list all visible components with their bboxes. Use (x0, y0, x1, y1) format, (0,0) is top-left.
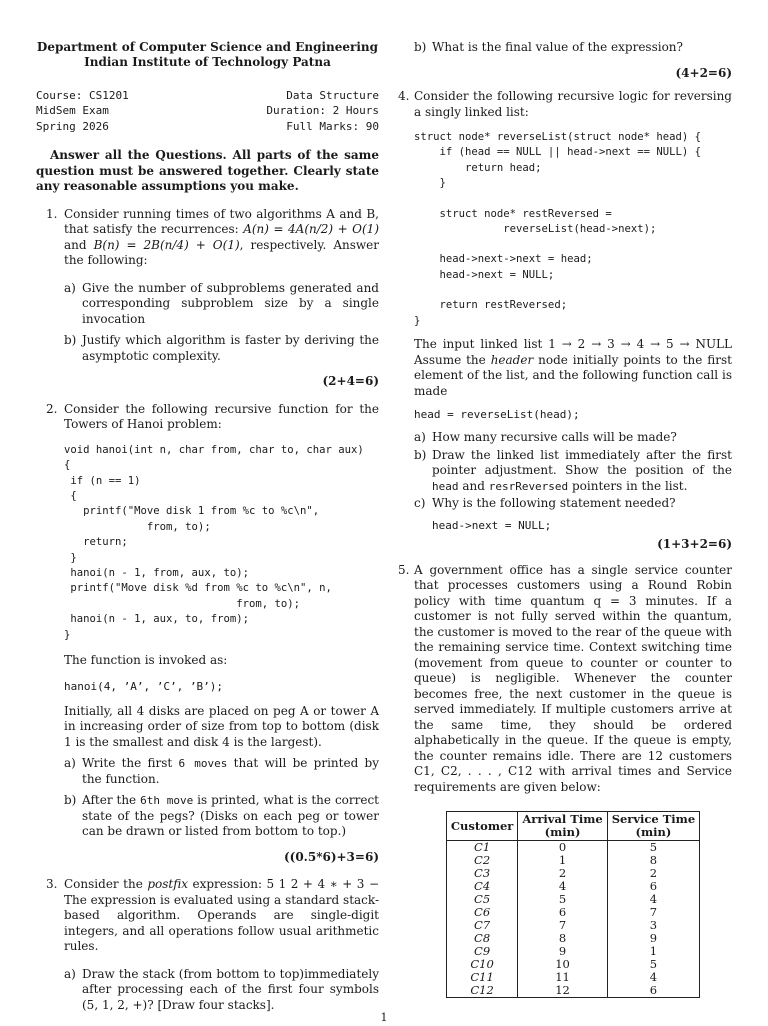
customer-cell: C12 (446, 984, 518, 998)
arrival-cell: 0 (518, 841, 607, 855)
subquestion (64, 281, 379, 328)
statement-code: head->next = NULL; (432, 518, 552, 532)
duration: Duration: 2 Hours (266, 104, 379, 118)
recurrence-b: B(n) = 2B(n/4) + O(1) (93, 237, 240, 252)
service-cell: 4 (607, 893, 699, 906)
service-cell: 6 (607, 880, 699, 893)
question-text: Consider the (64, 877, 148, 892)
service-cell: 8 (607, 854, 699, 867)
service-cell: 7 (607, 906, 699, 919)
customer-cell: C10 (446, 958, 518, 971)
service-cell: 9 (607, 932, 699, 945)
subquestion-text: Draw the linked list immediately after the first pointer adjustment. Show the position of the (432, 447, 732, 478)
semester: Spring 2026 (36, 119, 109, 133)
question-text: expression: 5 1 2 + 4 ∗ + 3 − The expression is evaluated using a standard stack-based algorithm. Operands are single-digit integers, and all operations follow usual arithmetic rules. (64, 877, 379, 954)
question-text: Consider the following recursive logic for reversing a singly linked list: (414, 89, 732, 119)
subquestion (64, 967, 379, 1014)
subquestion-text: pointers in the list. (568, 478, 688, 493)
subquestion-label: b) (64, 333, 77, 348)
service-cell: 5 (607, 841, 699, 855)
subquestion (414, 430, 732, 446)
subquestion (414, 448, 732, 495)
page-number: 1 (380, 1011, 388, 1024)
subquestion-text: Write the first (82, 756, 179, 771)
arrival-cell: 10 (518, 958, 607, 971)
invocation-label: The function is invoked as: (64, 653, 228, 667)
subquestion-label: b) (64, 793, 77, 808)
right-column (398, 40, 732, 998)
text-segment: The input linked list 1 → 2 → 3 → 4 → 5 → NULL Assume the (414, 337, 732, 367)
exam-type: MidSem Exam (36, 104, 109, 118)
question-number: 2. (46, 401, 58, 416)
question-number: 5. (398, 562, 410, 577)
emphasis: header (490, 352, 534, 367)
arrival-cell: 9 (518, 945, 607, 958)
service-cell: 5 (607, 958, 699, 971)
question-3 (36, 877, 379, 1013)
full-marks: Full Marks: 90 (286, 119, 379, 133)
arrival-cell: 11 (518, 971, 607, 984)
subquestion-text: is printed, what is the correct state of the pegs? (Disks on each peg or tower can be drawn or listed from bottom to top.) (82, 793, 380, 839)
arrival-cell: 6 (518, 906, 607, 919)
subquestion-text: After the (82, 793, 141, 808)
question-1 (36, 207, 379, 390)
arrival-cell: 4 (518, 880, 607, 893)
question-text: and (64, 237, 94, 252)
meta-row (36, 119, 379, 134)
exam-meta (36, 88, 379, 134)
question-text: A government office has a single service counter that processes customers using a Round Robin policy with time quantum q = 3 minutes. If a customer is not fully served within the quantum, the customer is moved to the rear of the queue with the remaining service time. Context switching time (movement from queue to counter or counter to queue) is negligible. Whenever the counter becomes free, the next customer in the queue is served immediately. If multiple customers arrive at the same time, they should be ordered alphabetically in the queue. If the queue is empty, the counter remains idle. There are 12 customers C1, C2, . . . , C12 with arrival times and Service requirements are given below: (414, 562, 732, 794)
header-label: Arrival Time (522, 812, 603, 827)
subquestion-text: and (458, 478, 489, 493)
function-call-code: head = reverseList(head); (414, 408, 580, 422)
question-number: 4. (398, 89, 410, 103)
arrival-cell: 2 (518, 867, 607, 880)
customer-cell: C1 (446, 841, 518, 855)
customer-cell: C9 (446, 945, 518, 958)
service-cell: 4 (607, 971, 699, 984)
marks: (2+4=6) (322, 374, 379, 389)
column-header (607, 812, 699, 841)
question-5 (398, 562, 732, 999)
marks: (1+3+2=6) (657, 537, 732, 552)
subquestion-label: b) (414, 447, 427, 462)
subquestion-text: Justify which algorithm is faster by deriving the asymptotic complexity. (82, 333, 379, 363)
service-cell: 1 (607, 945, 699, 958)
code-block: head->next->next = head; head->next = NULL; (439, 253, 593, 281)
subquestion-text: What is the final value of the expression? (432, 40, 683, 54)
arrival-cell: 1 (518, 854, 607, 867)
customer-cell: C3 (446, 867, 518, 880)
meta-row (36, 88, 379, 103)
subquestion-label: a) (64, 966, 76, 981)
customer-cell: C6 (446, 906, 518, 919)
course-name: Data Structure (286, 89, 379, 102)
service-cell: 3 (607, 919, 699, 932)
service-cell: 2 (607, 867, 699, 880)
recurrence-a: A(n) = 4A(n/2) + O(1) (243, 222, 379, 237)
customer-table (446, 811, 700, 998)
left-column (36, 40, 379, 1013)
header-unit: (min) (544, 825, 581, 840)
table-header-row (446, 812, 699, 841)
initial-state-text: Initially, all 4 disks are placed on peg A or tower A in increasing order of size from top to bottom (disk 1 is the smallest and disk 4 is the largest). (64, 703, 379, 749)
subquestion (64, 793, 379, 840)
header-label: Customer (450, 818, 514, 833)
subquestion-text: Give the number of subproblems generated and corresponding subproblem size by a single invocation (82, 280, 379, 326)
subquestion-label: a) (414, 430, 426, 445)
instructions: Answer all the Questions. All parts of the same question must be answered together. Clearly state any reasonable assumptions you make. (36, 148, 379, 194)
course-code: Course: CS1201 (36, 89, 129, 102)
meta-row (36, 103, 379, 118)
customer-cell: C7 (446, 919, 518, 932)
question-4 (398, 89, 732, 553)
subquestion-text: Draw the stack (from bottom to top)immediately after processing each of the first four symbols (5, 1, 2, +)? [Draw four stacks]. (82, 966, 379, 1012)
text-segment: node initially points to the first element of the list, and the following function call is made (414, 352, 732, 398)
subquestion-label: b) (414, 40, 427, 54)
linked-list-text (414, 337, 732, 399)
header-label: Service Time (611, 812, 696, 827)
subquestion-text: Why is the following statement needed? (432, 496, 676, 511)
subquestion-text: that will be printed by the function. (82, 756, 380, 786)
subquestion-label: a) (64, 756, 76, 771)
code-block: struct node* restReversed = reverseList(head->next); (439, 207, 657, 236)
institute-title: Indian Institute of Technology Patna (84, 55, 331, 69)
code-block: void hanoi(int n, char from, char to, char aux) { if (n == 1) { printf("Move disk 1 from %c to %c\n", from, to); return; } hanoi(n - 1, from, aux, to); printf("Move disk %d from %c to %c\n", n, from, to); hanoi(n - 1, aux, to, from); } (64, 443, 364, 641)
arrival-cell: 12 (518, 984, 607, 998)
customer-cell: C11 (446, 971, 518, 984)
subquestion-label: c) (414, 496, 426, 511)
subquestion (64, 333, 379, 364)
subquestion (64, 756, 379, 787)
customer-cell: C2 (446, 854, 518, 867)
subquestion-text: How many recursive calls will be made? (432, 430, 677, 445)
arrival-cell: 8 (518, 932, 607, 945)
header-unit: (min) (635, 825, 672, 840)
subquestion (414, 496, 732, 533)
emphasis: postfix (147, 877, 188, 892)
invocation-code: hanoi(4, ’A’, ’C’, ’B’); (64, 679, 223, 693)
question-number: 1. (46, 206, 58, 221)
marks: (4+2=6) (675, 65, 732, 80)
customer-cell: C4 (446, 880, 518, 893)
marks: ((0.5*6)+3=6) (283, 849, 379, 864)
code-block: struct node* reverseList(struct node* head) { if (head == NULL || head->next == NULL) { return head; } (414, 131, 702, 190)
question-text: Consider running times of two algorithms A and B, that satisfy the recurrences: (64, 206, 379, 237)
department-title: Department of Computer Science and Engineering (36, 40, 379, 54)
customer-cell: C8 (446, 932, 518, 945)
inline-code: 6th move (140, 794, 194, 808)
question-2 (36, 402, 379, 866)
inline-code: head (432, 479, 459, 493)
question-text: Consider the following recursive function for the Towers of Hanoi problem: (64, 401, 379, 432)
customer-cell: C5 (446, 893, 518, 906)
table-row (446, 984, 699, 998)
inline-code: 6 moves (178, 757, 228, 771)
column-header (446, 812, 518, 841)
table-body (446, 841, 699, 998)
subquestion-label: a) (64, 280, 76, 295)
subquestion (414, 40, 732, 56)
inline-code: resrReversed (488, 479, 569, 493)
arrival-cell: 7 (518, 919, 607, 932)
service-cell: 6 (607, 984, 699, 998)
question-number: 3. (46, 877, 58, 892)
table-row (446, 841, 699, 855)
arrival-cell: 5 (518, 893, 607, 906)
code-block: return restReversed; } (414, 299, 568, 327)
column-header (518, 812, 607, 841)
question-text: , respectively. Answer the following: (64, 237, 379, 268)
